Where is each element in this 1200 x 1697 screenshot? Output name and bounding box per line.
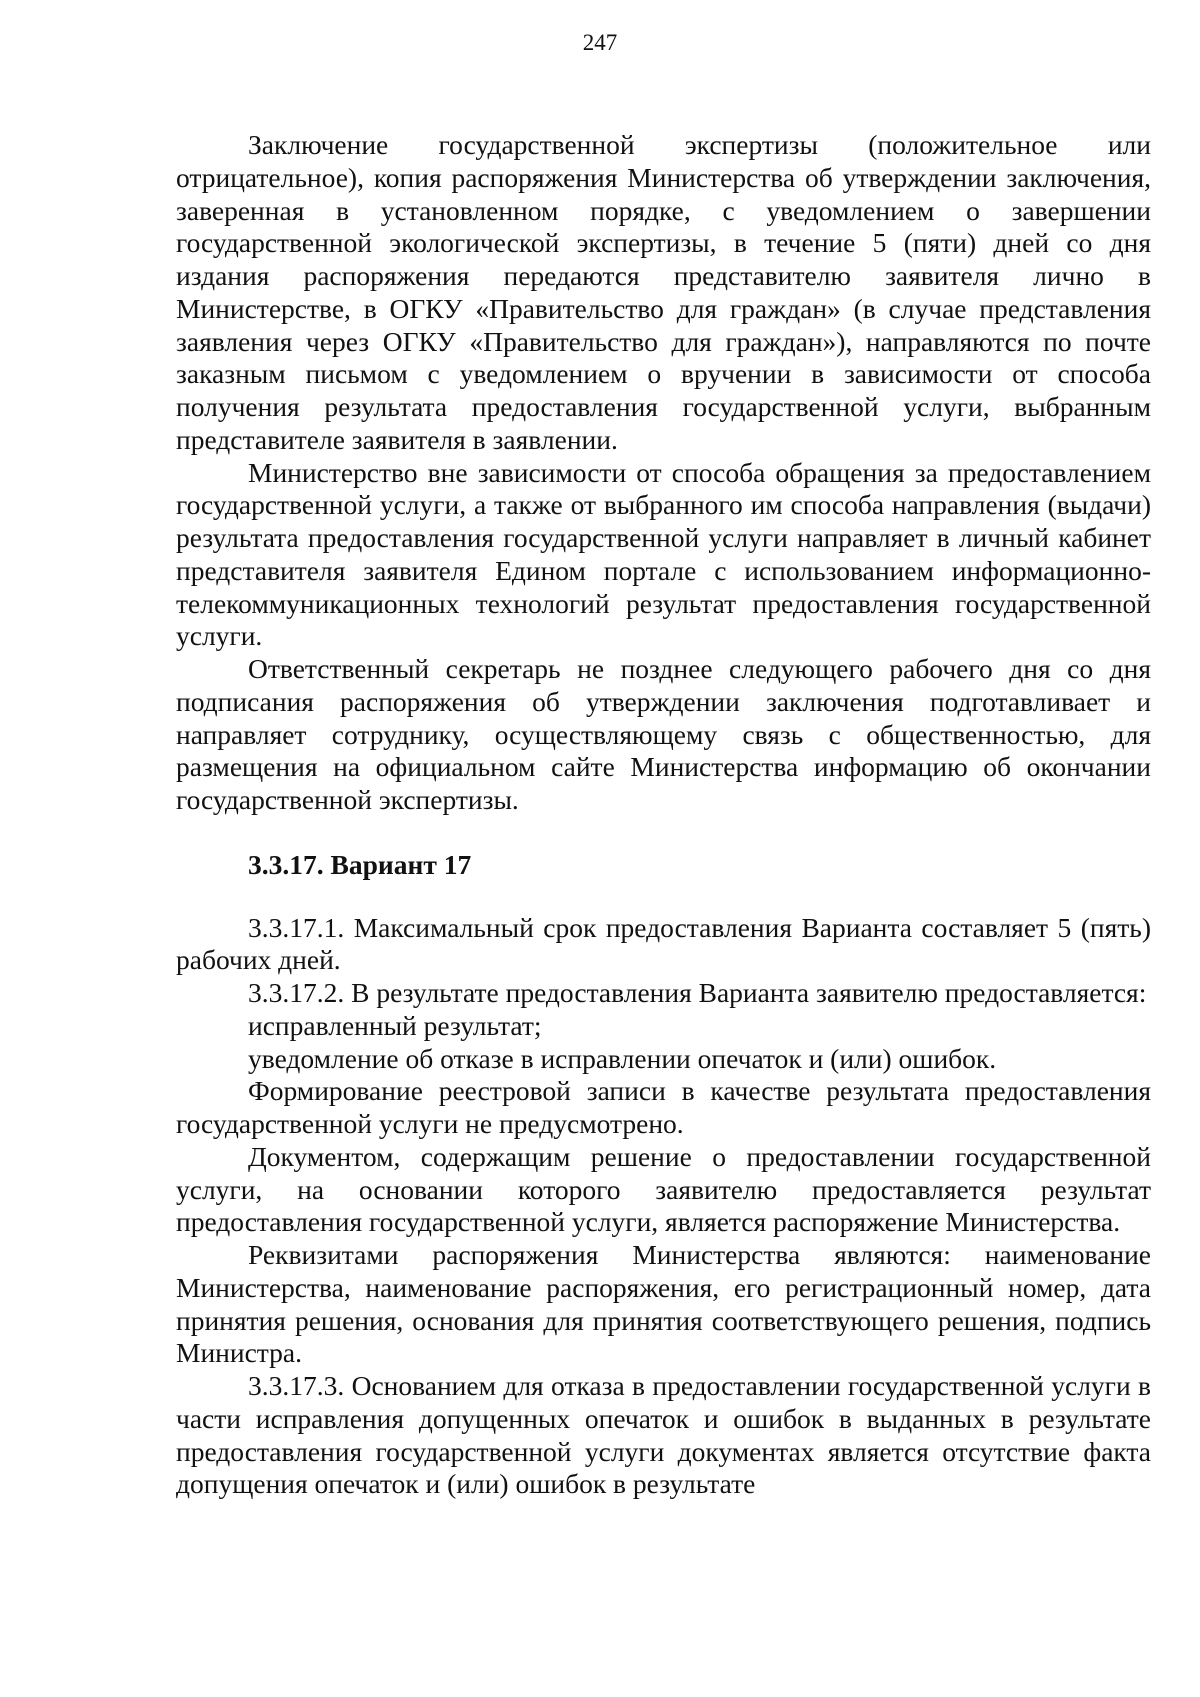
paragraph: 3.3.17.2. В результате предоставления Варианта заявителю предоставляется: bbox=[248, 977, 1147, 1008]
paragraph: Заключение государственной экспертизы (положительное или отрицательное), копия распоряжения Министерства об утверждении заключения, заверенная в установленном порядке, с уведомлением о завершении государственной экологической экспертизы, в течение 5 (пяти) дней со дня издания распоряжения передаются представителю заявителя лично в Министерстве, в ОГКУ «Правительство для граждан» (в случае представления заявления через ОГКУ «Правительство для граждан»), направляются по почте заказным письмом с уведомлением о вручении в зависимости от способа получения результата предоставления государственной услуги, выбранным представителе заявителя в заявлении. bbox=[176, 129, 1151, 455]
paragraph: Ответственный секретарь не позднее следующего рабочего дня со дня подписания распоряжения об утверждении заключения подготавливает и направляет сотруднику, осуществляющему связь с общественностью, для размещения на официальном сайте Министерства информацию об окончании государственной экспертизы. bbox=[176, 653, 1151, 815]
paragraph: Министерство вне зависимости от способа обращения за предоставлением государственной услуги, а также от выбранного им способа направления (выдачи) результата предоставления государственной услуги направляет в личный кабинет представителя заявителя Едином портале с использованием информационно-телекоммуникационных технологий результат предоставления государственной услуги. bbox=[176, 456, 1151, 652]
paragraph: 3.3.17.1. Максимальный срок предоставления Варианта составляет 5 (пять) рабочих дней. bbox=[176, 911, 1151, 976]
paragraph: Реквизитами распоряжения Министерства являются: наименование Министерства, наименование распоряжения, его регистрационный номер, дата принятия решения, основания для принятия соответствующего решения, подпись Министра. bbox=[176, 1239, 1151, 1369]
paragraph: Формирование реестровой записи в качестве результата предоставления государственной услуги не предусмотрено. bbox=[176, 1075, 1151, 1139]
section-heading: 3.3.17. Вариант 17 bbox=[248, 848, 472, 880]
document-body bbox=[176, 129, 1151, 1501]
list-item: уведомление об отказе в исправлении опечаток и (или) ошибок. bbox=[248, 1042, 997, 1074]
paragraph: 3.3.17.3. Основанием для отказа в предоставлении государственной услуги в части исправления допущенных опечаток и ошибок в выданных в результате предоставления государственной услуги документах является отсутствие факта допущения опечаток и (или) ошибок в результате bbox=[176, 1370, 1151, 1500]
page-number: 247 bbox=[582, 30, 618, 55]
list-item: исправленный результат; bbox=[248, 1009, 542, 1041]
paragraph: Документом, содержащим решение о предоставлении государственной услуги, на основании которого заявителю предоставляется результат предоставления государственной услуги, является распоряжение Министерства. bbox=[176, 1140, 1151, 1238]
